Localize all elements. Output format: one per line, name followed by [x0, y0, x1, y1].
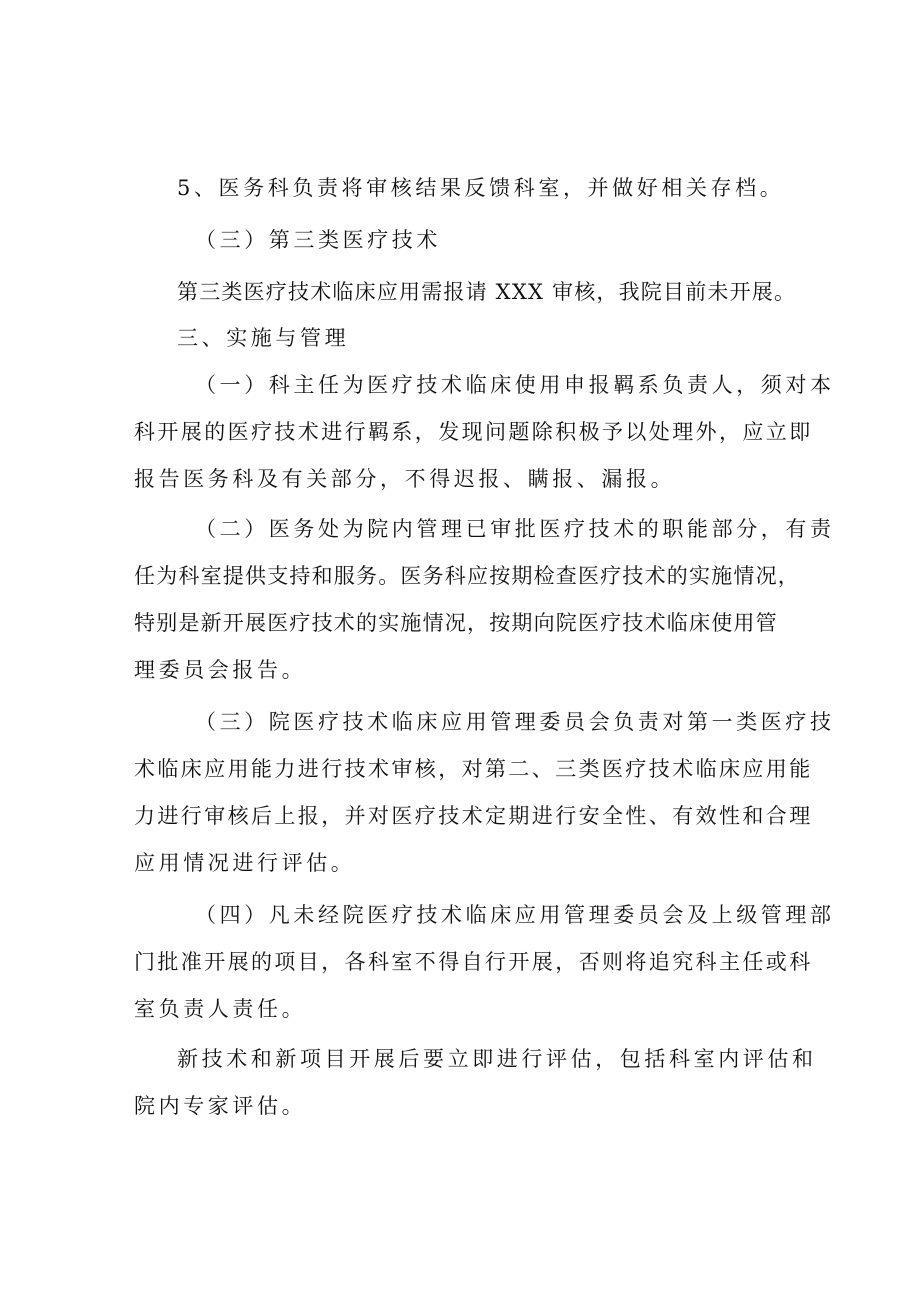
- text-line: 力进行审核后上报，并对医疗技术定期进行安全性、有效性和合理: [134, 804, 813, 828]
- text-line: 室负责人责任。: [134, 997, 307, 1021]
- text-line: 应用情况进行评估。: [134, 851, 356, 875]
- text-line: 新技术和新项目开展后要立即进行评估，包括科室内评估和: [177, 1047, 817, 1071]
- text-line: 任为科室提供支持和服务。医务科应按期检查医疗技术的实施情况，: [134, 564, 800, 588]
- text-line: （四）凡未经院医疗技术临床应用管理委员会及上级管理部: [195, 903, 835, 927]
- text-line: （三）院医疗技术临床应用管理委员会负责对第一类医疗技: [195, 710, 835, 734]
- text-line: 科开展的医疗技术进行羁系，发现问题除积极予以处理外，应立即: [134, 420, 813, 444]
- text-line: 理委员会报告。: [134, 658, 307, 682]
- text-line: 术临床应用能力进行技术审核，对第二、三类医疗技术临床应用能: [134, 757, 813, 781]
- text-line: 5、医务科负责将审核结果反馈科室，并做好相关存档。: [177, 176, 785, 200]
- text-line: 第三类医疗技术临床应用需报请 XXX 审核，我院目前未开展。: [177, 280, 797, 304]
- text-line: 院内专家评估。: [134, 1094, 307, 1118]
- text-line: 特别是新开展医疗技术的实施情况，按期向院医疗技术临床使用管: [134, 611, 778, 635]
- text-line: （二）医务处为院内管理已审批医疗技术的职能部分，有责: [195, 517, 835, 541]
- section-heading: （三）第三类医疗技术: [195, 228, 441, 252]
- section-heading: 三、实施与管理: [177, 326, 350, 350]
- text-line: 门批准开展的项目，各科室不得自行开展，否则将追究科主任或科: [134, 950, 813, 974]
- text-line: 报告医务科及有关部分，不得迟报、瞒报、漏报。: [134, 467, 676, 491]
- text-line: （一）科主任为医疗技术临床使用申报羁系负责人，须对本: [195, 373, 835, 397]
